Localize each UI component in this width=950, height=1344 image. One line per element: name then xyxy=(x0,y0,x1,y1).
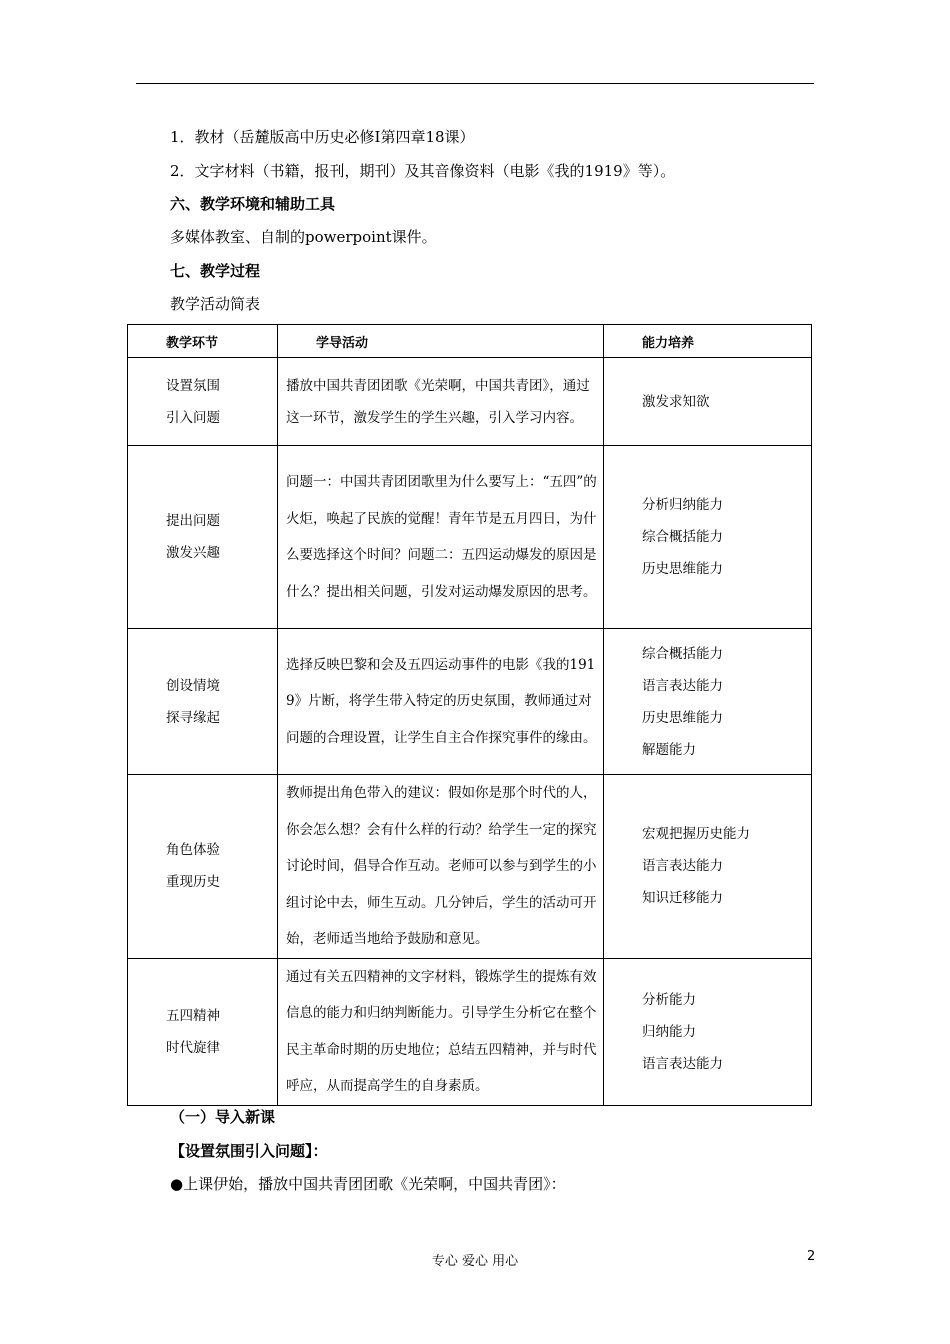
stage-line: 激发兴趣 xyxy=(166,545,220,561)
stage-line: 设置氛围 xyxy=(166,377,220,394)
ability-item: 激发求知欲 xyxy=(642,393,710,410)
ability-cell xyxy=(604,446,812,629)
header-stage: 教学环节 xyxy=(128,325,278,358)
material-item-1: 1．教材（岳麓版高中历史必修Ⅰ第四章18课） xyxy=(170,128,475,146)
ability-item: 归纳能力 xyxy=(642,1023,696,1040)
activity-cell: 选择反映巴黎和会及五四运动事件的电影《我的1919》片断，将学生带入特定的历史氛围，教师通过对问题的合理设置，让学生自主合作探究事件的缘由。 xyxy=(278,629,604,775)
subsection-title: （一）导入新课 xyxy=(170,1108,276,1126)
stage-cell xyxy=(128,446,278,629)
stage-line: 提出问题 xyxy=(166,513,220,529)
header-activity: 学导活动 xyxy=(278,325,604,358)
stage-line: 角色体验 xyxy=(166,842,220,859)
ability-item: 宏观把握历史能力 xyxy=(642,826,750,843)
footer-motto: 专心 爱心 用心 xyxy=(431,1254,519,1269)
page-number: 2 xyxy=(807,1249,816,1264)
table-row xyxy=(128,446,812,629)
table-row xyxy=(128,629,812,775)
stage-line: 重现历史 xyxy=(166,874,220,891)
activity-cell: 教师提出角色带入的建议：假如你是那个时代的人，你会怎么想？会有什么样的行动？给学生一定的探究讨论时间，倡导合作互动。老师可以参与到学生的小组讨论中去，师生互动。几分钟后，学生的活动可开始，老师适当地给予鼓励和意见。 xyxy=(278,775,604,959)
section-7-title: 七、教学过程 xyxy=(170,262,261,280)
ability-cell xyxy=(604,358,812,446)
ability-item: 解题能力 xyxy=(642,741,696,758)
stage-cell xyxy=(128,958,278,1105)
header-rule xyxy=(136,83,814,84)
ability-cell xyxy=(604,629,812,775)
table-row xyxy=(128,358,812,446)
activity-cell: 通过有关五四精神的文字材料，锻炼学生的提炼有效信息的能力和归纳判断能力。引导学生分析它在整个民主革命时期的历史地位；总结五四精神，并与时代呼应，从而提高学生的自身素质。 xyxy=(278,958,604,1105)
stage-line: 时代旋律 xyxy=(166,1039,220,1056)
activity-table xyxy=(127,324,812,1106)
ability-item: 知识迁移能力 xyxy=(642,890,723,907)
header-ability: 能力培养 xyxy=(604,325,812,358)
stage-line: 五四精神 xyxy=(166,1007,220,1024)
activity-cell: 问题一：中国共青团团歌里为什么要写上：“五四”的火炬，唤起了民族的觉醒！青年节是五月四日，为什么要选择这个时间？问题二：五四运动爆发的原因是什么？提出相关问题，引发对运动爆发原因的思考。 xyxy=(278,446,604,629)
section-6-text: 多媒体教室、自制的powerpoint课件。 xyxy=(170,228,437,246)
ability-item: 综合概括能力 xyxy=(642,529,723,545)
ability-item: 分析能力 xyxy=(642,991,696,1008)
ability-item: 语言表达能力 xyxy=(642,677,723,694)
ability-cell xyxy=(604,775,812,959)
table-row xyxy=(128,958,812,1105)
bullet-line: ●上课伊始，播放中国共青团团歌《光荣啊，中国共青团》： xyxy=(170,1175,566,1193)
table-header-row xyxy=(128,325,812,358)
material-item-2: 2．文字材料（书籍，报刊，期刊）及其音像资料（电影《我的1919》等）。 xyxy=(170,162,676,180)
stage-line: 引入问题 xyxy=(166,409,220,426)
ability-item: 语言表达能力 xyxy=(642,1055,723,1072)
subsection-heading: 【设置氛围引入问题】： xyxy=(170,1142,328,1160)
ability-item: 历史思维能力 xyxy=(642,709,723,726)
stage-line: 探寻缘起 xyxy=(166,709,220,726)
stage-cell xyxy=(128,358,278,446)
table-caption: 教学活动简表 xyxy=(170,295,261,313)
stage-cell xyxy=(128,629,278,775)
ability-item: 历史思维能力 xyxy=(642,561,723,577)
ability-cell xyxy=(604,958,812,1105)
stage-cell xyxy=(128,775,278,959)
ability-item: 语言表达能力 xyxy=(642,858,723,875)
table-row xyxy=(128,775,812,959)
ability-item: 综合概括能力 xyxy=(642,645,723,662)
ability-item: 分析归纳能力 xyxy=(642,497,723,513)
stage-line: 创设情境 xyxy=(166,677,220,694)
section-6-title: 六、教学环境和辅助工具 xyxy=(170,195,336,213)
activity-cell: 播放中国共青团团歌《光荣啊，中国共青团》，通过这一环节，激发学生的学生兴趣，引入学习内容。 xyxy=(278,358,604,446)
